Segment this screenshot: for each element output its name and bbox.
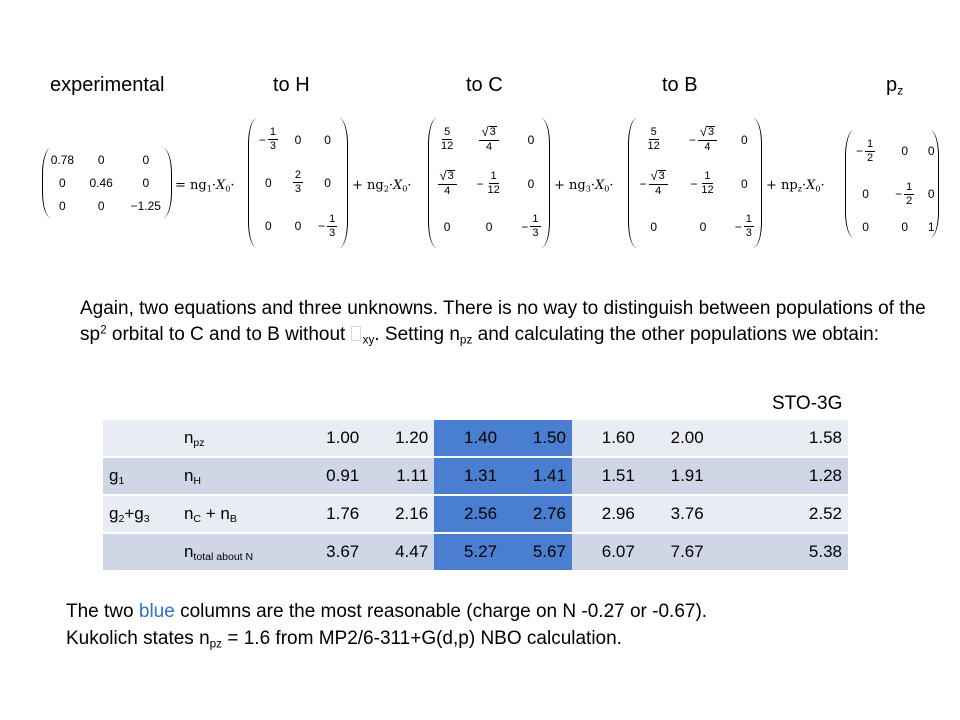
header-to-c: to C [466,74,503,96]
explanation-paragraph: Again, two equations and three unknowns. There is no way to distinguish between populations of the $sp^2$ orbital to C and to B without $_{xy}$. Setting $n_{pz}$ and calculating the other populations we obtain: [80,298,926,347]
matrix-cell: 0 [443,219,451,234]
table-cell: 4.47 [365,533,434,571]
table-cell: 5.38 [777,533,848,571]
table-cell: 1.11 [365,457,434,495]
conclusion-text [66,598,946,652]
conclusion-line-1: The two blue columns are the most reasonable (charge on N -0.27 or -0.67). [66,601,708,622]
table-cell-highlighted: 1.50 [503,420,572,457]
row-group: $g_1$ [103,457,178,495]
matrix-cell: $\frac{5}{12}$ [647,126,660,153]
matrix-cell: 0 [927,144,935,159]
matrix-cell: √ 3 4 [465,118,513,162]
matrix-cell: $\frac{2}{3}$ [294,169,302,196]
to-b-matrix [628,118,762,248]
matrix-cell: 0 [324,175,331,190]
matrix-cell: √ 3 4 [429,162,465,206]
to-h-matrix [248,118,348,248]
matrix-cell: − $\frac{1}{3}$ [521,213,539,240]
matrix-cell: − √ 3 4 [629,162,678,206]
table-cell: 1.76 [296,495,365,533]
matrix-cell: 0.78 [50,152,75,167]
operator-plus-ng3: + $ng_3\cdot X_0\cdot$ [554,178,614,194]
table-cell: 1.91 [641,457,710,495]
table-row [103,420,848,457]
table-cell: 1.28 [777,457,848,495]
row-group: $g_2+g_3$ [103,495,178,533]
table-cell [710,420,777,457]
basis-set-label: STO-3G [772,393,843,414]
matrix-cell: 0 [862,187,869,202]
table-row [103,457,848,495]
pz-matrix [845,130,939,238]
row-group [103,533,178,571]
header-experimental: experimental [50,74,165,96]
operator-plus-npz: + $np_z\cdot X_0\cdot$ [766,178,825,194]
table-cell: 1.51 [572,457,641,495]
table-cell: 0.91 [296,457,365,495]
operator-eq-ng1: = $ng_1\cdot X_0\cdot$ [175,178,235,194]
matrix-cell: 0 [97,152,105,167]
table-cell-highlighted: 5.67 [503,533,572,571]
table-cell [710,495,777,533]
matrix-cell: 0.46 [89,175,113,190]
table-cell: 1.60 [572,420,641,457]
matrix-cell: 0 [142,152,150,167]
header-to-h: to H [273,74,310,96]
matrix-cell: 0 [740,132,748,147]
matrix-cell: − $\frac{1}{12}$ [690,170,714,197]
operator-plus-ng2: + $ng_2\cdot X_0\cdot$ [352,178,412,194]
matrix-cell: 0 [927,187,935,202]
table-row [103,495,848,533]
matrix-cell: 0 [265,219,272,234]
population-table [103,420,848,572]
table-row [103,533,848,571]
matrix-cell: 0 [294,219,302,234]
matrix-cell: − $\frac{1}{3}$ [734,213,752,240]
matrix-cell: 0 [265,175,272,190]
table-cell: 7.67 [641,533,710,571]
experimental-matrix [42,148,172,218]
row-label: $n_C + n_B$ [178,495,296,533]
matrix-cell: 0 [324,132,331,147]
table-cell-highlighted: 1.40 [434,420,503,457]
table-cell [710,457,777,495]
row-label: $n_H$ [178,457,296,495]
matrix-cell: 0 [527,176,535,191]
matrix-cell: 0 [650,219,657,234]
to-c-matrix [428,118,550,248]
matrix-cell: − $\frac{1}{3}$ [318,212,336,239]
table-cell: 3.76 [641,495,710,533]
table-cell: 6.07 [572,533,641,571]
header-to-b: to B [662,74,698,96]
table-cell-highlighted: 1.41 [503,457,572,495]
table-cell: 1.20 [365,420,434,457]
matrix-cell: 0 [901,219,909,234]
table-cell: 1.00 [296,420,365,457]
matrix-cell: 0 [59,175,66,190]
table-cell-highlighted: 1.31 [434,457,503,495]
table-cell-highlighted: 2.56 [434,495,503,533]
table-cell: 2.96 [572,495,641,533]
matrix-cell: 0 [699,219,707,234]
missing-symbol-box [351,326,361,341]
matrix-cell: 0 [862,219,869,234]
table-cell: 3.67 [296,533,365,571]
matrix-cell: $\frac{5}{12}$ [441,126,454,153]
header-pz: $p_z$ [886,74,904,98]
row-group [103,420,178,457]
row-label: $n_{pz}$ [178,420,296,457]
table-cell-highlighted: 2.76 [503,495,572,533]
table-cell [710,533,777,571]
matrix-cell: 0 [142,175,150,190]
matrix-cell: 0 [97,199,105,214]
conclusion-line-2: Kukolich states $n_{pz} = 1.6$ from MP2/6-311+G(d,p) NBO calculation. [66,628,622,651]
matrix-cell: − $\frac{1}{2}$ [856,137,874,164]
blue-word: blue [138,601,175,622]
matrix-cell: 0 [527,132,535,147]
row-label: $n_{total about N}$ [178,533,296,571]
matrix-cell: − √ 3 4 [678,118,727,162]
matrix-cell: 0 [485,219,493,234]
matrix-cell: − $\frac{1}{3}$ [258,126,276,153]
table-cell: 1.58 [777,420,848,457]
matrix-cell: − $\frac{1}{12}$ [476,170,500,197]
matrix-cell: 1 [927,219,935,234]
matrix-cell: −1.25 [130,199,161,214]
matrix-cell: 0 [294,132,302,147]
table-cell-highlighted: 5.27 [434,533,503,571]
matrix-cell: 0 [901,144,909,159]
table-cell: 2.52 [777,495,848,533]
matrix-cell: − $\frac{1}{2}$ [895,180,913,207]
table-cell: 2.16 [365,495,434,533]
table-cell: 2.00 [641,420,710,457]
matrix-cell: 0 [740,176,748,191]
matrix-cell: 0 [59,199,66,214]
